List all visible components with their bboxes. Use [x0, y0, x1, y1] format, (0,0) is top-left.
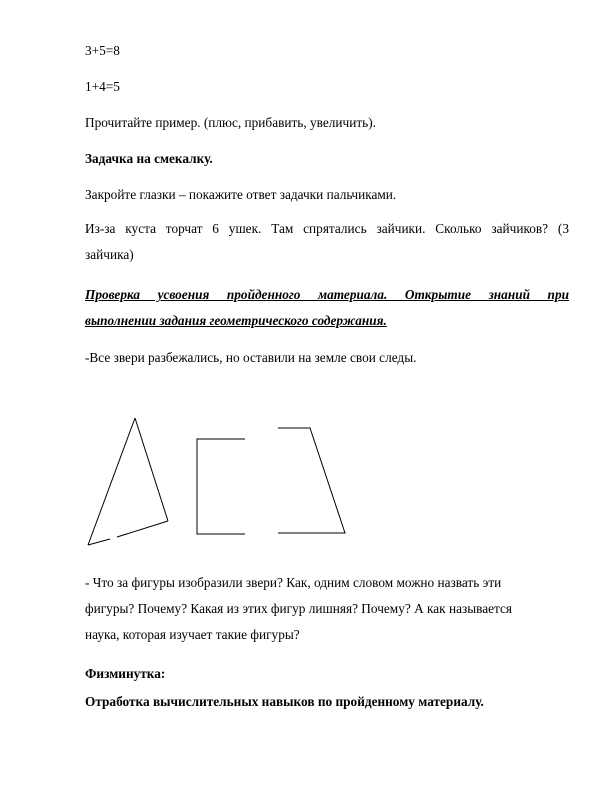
equation-2: 1+4=5: [85, 79, 120, 94]
fizminutka-heading: Физминутка:: [85, 666, 166, 681]
puzzle-heading: Задачка на смекалку.: [85, 151, 213, 166]
trapezoid-figure: [278, 428, 345, 533]
check-heading-line-1: Проверка усвоения пройденного материала. Открытие знаний при: [85, 287, 569, 302]
question-line-2: фигуры? Почему? Какая из этих фигур лишняя? Почему? А как называется: [85, 601, 513, 616]
practice-heading: Отработка вычислительных навыков по пройденному материалу.: [85, 694, 484, 709]
check-heading-line-2: выполнении задания геометрического содержания.: [85, 313, 387, 328]
question-line-1: - Что за фигуры изобразили звери? Как, одним словом можно назвать эти: [85, 575, 502, 590]
read-example-text: Прочитайте пример. (плюс, прибавить, увеличить).: [85, 115, 376, 130]
animals-text: -Все звери разбежались, но оставили на земле свои следы.: [85, 350, 417, 365]
question-line-3: наука, которая изучает такие фигуры?: [85, 627, 300, 642]
close-eyes-text: Закройте глазки – покажите ответ задачки пальчиками.: [85, 187, 397, 202]
equation-1: 3+5=8: [85, 43, 120, 58]
rectangle-figure: [197, 439, 245, 534]
bush-question-line-2: зайчика): [85, 247, 134, 262]
triangle-figure: [88, 418, 168, 545]
bush-question-line-1: Из-за куста торчат 6 ушек. Там спрятались зайчики. Сколько зайчиков? (3: [85, 221, 569, 236]
